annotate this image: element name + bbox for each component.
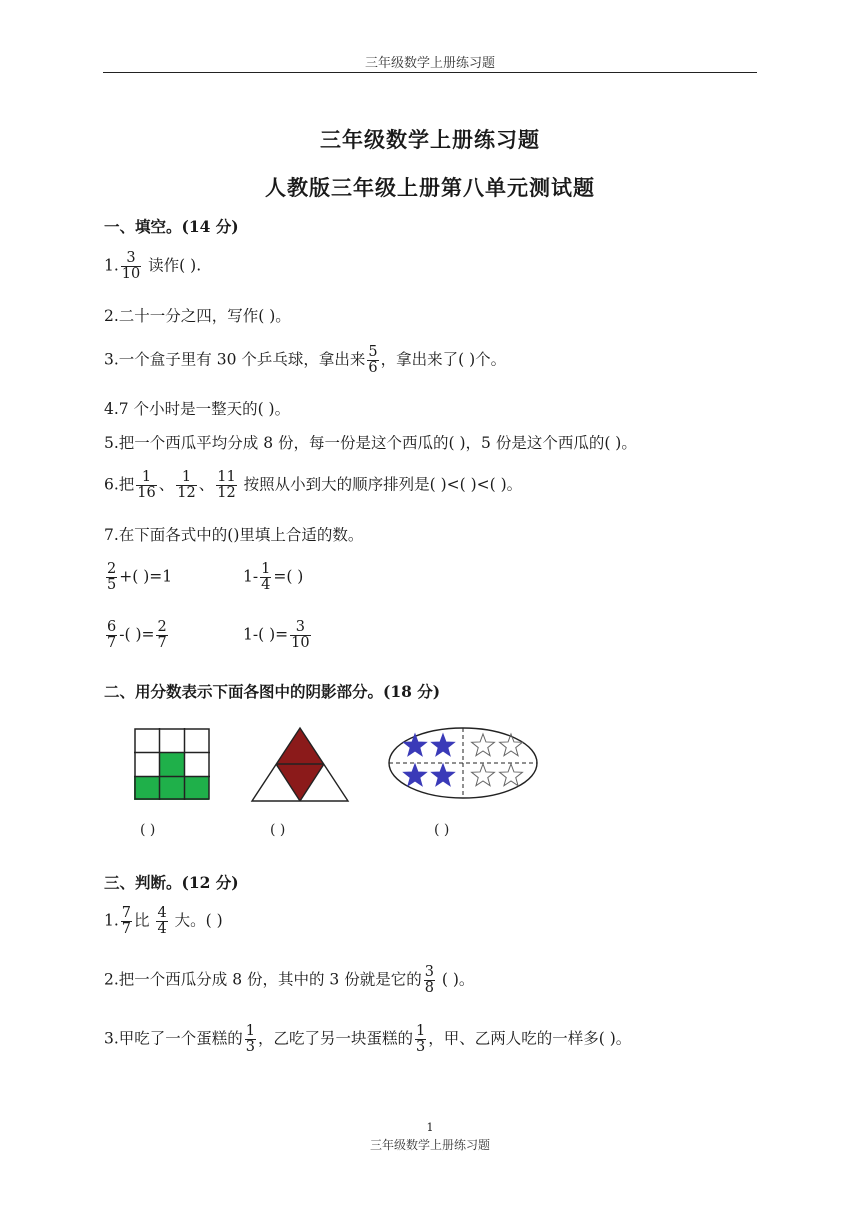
main-title: 三年级数学上册练习题	[320, 127, 540, 152]
fraction: $\frac{5}{6}$	[368, 344, 378, 377]
answer-blank-1[interactable]: ( )	[140, 822, 156, 838]
fraction: $\frac{3}{10}$	[121, 250, 141, 283]
question-1-7: 7.在下面各式中的()里填上合适的数。	[104, 526, 364, 544]
question-3-1: 1. $\frac{7}{7}$ 比 $\frac{4}{4}$ 大。( )	[104, 905, 223, 938]
fraction: $\frac{1}{12}$	[177, 469, 196, 502]
fraction: $\frac{1}{3}$	[416, 1023, 426, 1056]
outline-star	[472, 764, 495, 786]
shaded-cell	[159, 776, 184, 800]
fraction: $\frac{1}{4}$	[261, 561, 271, 594]
fraction: $\frac{3}{8}$	[424, 964, 434, 997]
question-1-2: 2.二十一分之四，写作( )。	[104, 307, 291, 325]
answer-blank-2[interactable]: ( )	[270, 822, 286, 838]
grid-figure	[134, 728, 210, 800]
equation-4: 1-( )= $\frac{3}{10}$	[243, 619, 310, 652]
header-divider	[103, 72, 757, 73]
filled-star	[404, 734, 427, 756]
question-1-4: 4.7 个小时是一整天的( )。	[104, 400, 291, 418]
filled-star	[404, 764, 427, 786]
sub-title: 人教版三年级上册第八单元测试题	[265, 175, 595, 200]
fraction: $\frac{2}{5}$	[107, 561, 117, 594]
outline-star	[500, 764, 523, 786]
page-footer: 三年级数学上册练习题	[369, 1138, 490, 1152]
page-header: 三年级数学上册练习题	[364, 56, 495, 71]
shaded-cell	[159, 752, 184, 776]
shaded-cell	[134, 776, 159, 800]
section-2-heading: 二、用分数表示下面各图中的阴影部分。(18 分)	[104, 682, 441, 701]
fraction: $\frac{4}{4}$	[157, 905, 167, 938]
question-1-5: 5.把一个西瓜平均分成 8 份，每一份是这个西瓜的( )，5 份是这个西瓜的( )。	[104, 434, 637, 452]
question-3-3: 3.甲吃了一个蛋糕的 $\frac{1}{3}$ ，乙吃了另一块蛋糕的 $\frac{1}{3}$ ，甲、乙两人吃的一样多( )。	[104, 1023, 632, 1056]
filled-star	[432, 734, 455, 756]
fraction: $\frac{7}{7}$	[121, 905, 132, 938]
fraction: $\frac{2}{7}$	[157, 619, 167, 652]
shaded-cell	[184, 776, 209, 800]
fraction: $\frac{3}{10}$	[291, 619, 310, 652]
fraction: $\frac{11}{12}$	[217, 469, 236, 502]
outline-star	[472, 734, 495, 756]
page-number: 1	[426, 1121, 434, 1134]
fraction: $\frac{6}{7}$	[107, 619, 117, 652]
question-1-1: 1. $\frac{3}{10}$ 读作( ).	[104, 250, 202, 283]
question-1-6: 6.把 $\frac{1}{16}$ 、 $\frac{1}{12}$ 、 $\frac{11}{12}$ 按照从小到大的顺序排列是( )<( )<( )。	[104, 469, 523, 502]
fraction: $\frac{1}{16}$	[137, 469, 156, 502]
equation-1: $\frac{2}{5}$ +( )=1	[107, 561, 173, 594]
section-1-heading: 一、填空。(14 分)	[104, 217, 239, 236]
equation-2: 1- $\frac{1}{4}$ =( )	[243, 561, 304, 594]
question-3-2: 2.把一个西瓜分成 8 份，其中的 3 份就是它的 $\frac{3}{8}$ ( )。	[104, 964, 475, 997]
fraction: $\frac{1}{3}$	[245, 1023, 256, 1056]
equation-3: $\frac{6}{7}$ -( )= $\frac{2}{7}$	[107, 619, 167, 652]
outline-star	[500, 734, 523, 756]
section-3-heading: 三、判断。(12 分)	[104, 873, 239, 892]
star-oval-figure	[387, 726, 539, 800]
triangle-figure	[250, 726, 350, 804]
filled-star	[432, 764, 455, 786]
question-1-3: 3.一个盒子里有 30 个乒乓球，拿出来 $\frac{5}{6}$ ，拿出来了( )个。	[104, 344, 507, 377]
answer-blank-3[interactable]: ( )	[434, 822, 450, 838]
